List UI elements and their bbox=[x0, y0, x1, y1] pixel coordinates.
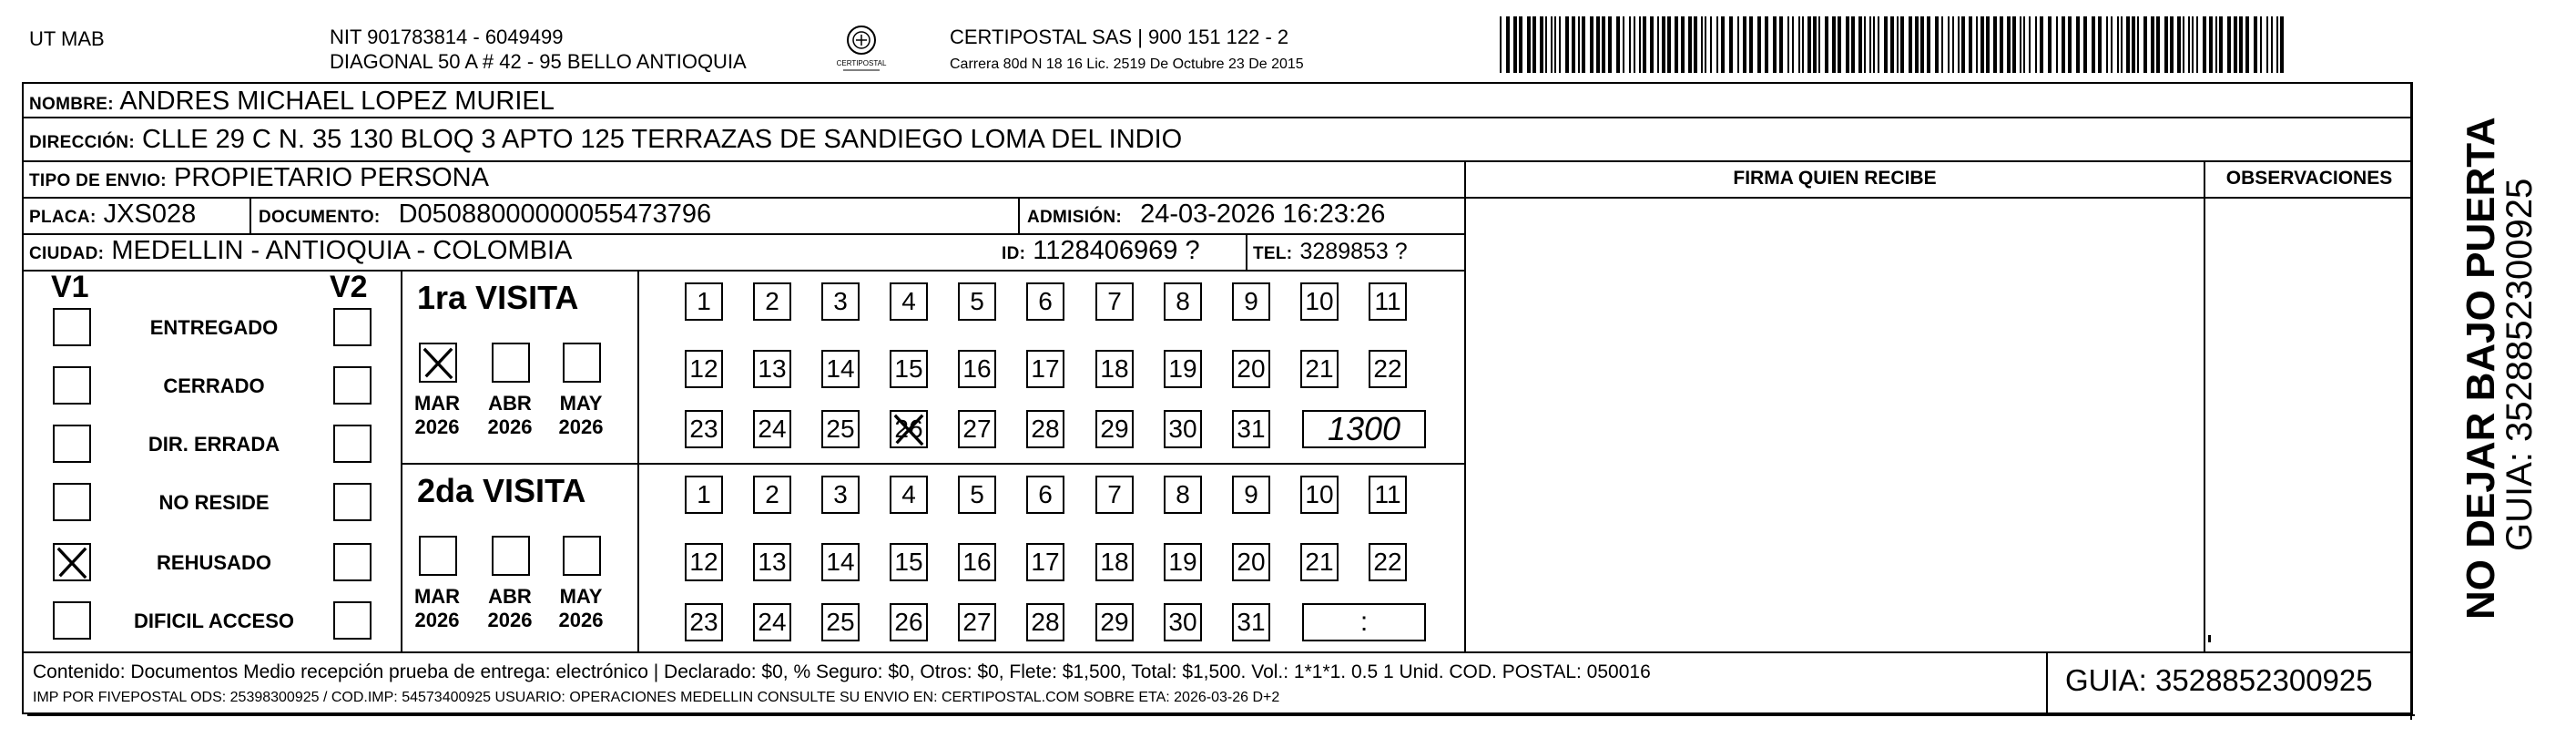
status-v1-checkbox[interactable] bbox=[53, 366, 91, 405]
month-checkbox[interactable] bbox=[563, 536, 601, 576]
day-box[interactable]: 3 bbox=[821, 282, 860, 321]
day-box[interactable]: 17 bbox=[1026, 543, 1064, 581]
footer-guia: GUIA: 3528852300925 bbox=[2065, 663, 2373, 697]
status-v2-checkbox[interactable] bbox=[333, 543, 372, 581]
status-label: ENTREGADO bbox=[149, 316, 279, 339]
month-label: MAR 2026 bbox=[413, 585, 461, 631]
nombre-field bbox=[29, 86, 555, 120]
status-v1-checkbox[interactable] bbox=[53, 483, 91, 521]
ut-label: UT MAB bbox=[29, 27, 105, 50]
status-v2-checkbox[interactable] bbox=[333, 308, 372, 346]
day-box[interactable]: 4 bbox=[890, 476, 928, 514]
day-box[interactable]: 10 bbox=[1300, 476, 1339, 514]
visit-time-box[interactable]: : bbox=[1302, 603, 1426, 641]
tipo-envio-field bbox=[29, 162, 489, 197]
day-box[interactable]: 25 bbox=[821, 410, 860, 448]
day-box[interactable]: 2 bbox=[753, 476, 791, 514]
day-box[interactable]: 2 bbox=[753, 282, 791, 321]
day-box[interactable]: 26 bbox=[890, 603, 928, 641]
placa-field bbox=[29, 199, 196, 233]
id-field bbox=[1002, 235, 1200, 270]
month-label: MAR 2026 bbox=[413, 392, 461, 438]
status-label: CERRADO bbox=[163, 374, 265, 397]
v1-header: V1 bbox=[51, 270, 89, 304]
day-box[interactable]: 20 bbox=[1232, 350, 1270, 388]
day-box[interactable]: 1 bbox=[685, 476, 723, 514]
visit-time-box[interactable]: 1300 bbox=[1302, 410, 1426, 448]
day-box[interactable]: 8 bbox=[1164, 282, 1202, 321]
status-label: DIR. ERRADA bbox=[148, 433, 280, 456]
admision-label: ADMISIÓN: bbox=[1027, 208, 1123, 227]
observaciones-mark bbox=[2208, 635, 2211, 642]
day-box[interactable]: 7 bbox=[1095, 476, 1134, 514]
month-label: ABR 2026 bbox=[487, 585, 533, 631]
placa-value: JXS028 bbox=[103, 200, 197, 229]
status-label: REHUSADO bbox=[157, 551, 271, 574]
day-box[interactable]: 11 bbox=[1369, 282, 1407, 321]
day-box[interactable]: 14 bbox=[821, 543, 860, 581]
id-label: ID: bbox=[1002, 244, 1026, 263]
company-license: Carrera 80d N 18 16 Lic. 2519 De Octubre 23 De 2015 bbox=[950, 56, 1304, 72]
day-box[interactable]: 14 bbox=[821, 350, 860, 388]
month-checkbox[interactable] bbox=[419, 343, 457, 383]
day-box[interactable]: 5 bbox=[958, 476, 996, 514]
month-label: ABR 2026 bbox=[487, 392, 533, 438]
status-v1-checkbox[interactable] bbox=[53, 308, 91, 346]
status-v1-checkbox[interactable] bbox=[53, 543, 91, 581]
day-box[interactable]: 6 bbox=[1026, 476, 1064, 514]
day-box[interactable]: 30 bbox=[1164, 410, 1202, 448]
nit: NIT 901783814 - 6049499 bbox=[330, 26, 564, 48]
day-box[interactable]: 4 bbox=[890, 282, 928, 321]
day-box[interactable]: 13 bbox=[753, 543, 791, 581]
direccion-field bbox=[29, 124, 1182, 159]
tipo-envio-value: PROPIETARIO PERSONA bbox=[174, 163, 489, 192]
month-checkbox[interactable] bbox=[419, 536, 457, 576]
status-v2-checkbox[interactable] bbox=[333, 601, 372, 640]
day-box[interactable]: 26 bbox=[890, 410, 928, 448]
day-box[interactable]: 28 bbox=[1026, 603, 1064, 641]
direccion-value: CLLE 29 C N. 35 130 BLOQ 3 APTO 125 TERRAZAS DE SANDIEGO LOMA DEL INDIO bbox=[142, 125, 1183, 154]
visit-title: 1ra VISITA bbox=[417, 279, 579, 316]
day-box[interactable]: 23 bbox=[685, 410, 723, 448]
observaciones-header: OBSERVACIONES bbox=[2225, 168, 2393, 189]
day-box[interactable]: 10 bbox=[1300, 282, 1339, 321]
day-box[interactable]: 7 bbox=[1095, 282, 1134, 321]
status-label: NO RESIDE bbox=[158, 491, 270, 514]
status-v1-checkbox[interactable] bbox=[53, 425, 91, 463]
v2-header: V2 bbox=[330, 270, 368, 304]
day-box[interactable]: 15 bbox=[890, 543, 928, 581]
day-box[interactable]: 30 bbox=[1164, 603, 1202, 641]
day-box[interactable]: 19 bbox=[1164, 543, 1202, 581]
day-box[interactable]: 9 bbox=[1232, 476, 1270, 514]
company-name: CERTIPOSTAL SAS | 900 151 122 - 2 bbox=[950, 26, 1289, 48]
status-v1-checkbox[interactable] bbox=[53, 601, 91, 640]
status-v2-checkbox[interactable] bbox=[333, 366, 372, 405]
nombre-value: ANDRES MICHAEL LOPEZ MURIEL bbox=[119, 87, 555, 116]
side-guia: GUIA: 3528852300925 bbox=[2500, 178, 2540, 551]
day-box[interactable]: 6 bbox=[1026, 282, 1064, 321]
day-box[interactable]: 17 bbox=[1026, 350, 1064, 388]
day-box[interactable]: 12 bbox=[685, 543, 723, 581]
tel-label: TEL: bbox=[1253, 244, 1293, 263]
day-box[interactable]: 23 bbox=[685, 603, 723, 641]
month-label: MAY 2026 bbox=[558, 392, 604, 438]
day-box[interactable]: 22 bbox=[1369, 350, 1407, 388]
admision-field bbox=[1027, 199, 1385, 233]
day-box[interactable]: 25 bbox=[821, 603, 860, 641]
svg-text:CERTIPOSTAL: CERTIPOSTAL bbox=[836, 59, 887, 67]
month-label: MAY 2026 bbox=[558, 585, 604, 631]
documento-field bbox=[259, 199, 711, 233]
status-label: DIFICIL ACCESO bbox=[133, 610, 294, 632]
day-box[interactable]: 11 bbox=[1369, 476, 1407, 514]
day-box[interactable]: 16 bbox=[958, 350, 996, 388]
day-box[interactable]: 8 bbox=[1164, 476, 1202, 514]
day-box[interactable]: 20 bbox=[1232, 543, 1270, 581]
day-box[interactable]: 27 bbox=[958, 603, 996, 641]
day-box[interactable]: 22 bbox=[1369, 543, 1407, 581]
id-value: 1128406969 ? bbox=[1033, 236, 1200, 265]
month-checkbox[interactable] bbox=[492, 536, 530, 576]
tel-field bbox=[1253, 235, 1408, 270]
day-box[interactable]: 31 bbox=[1232, 603, 1270, 641]
day-box[interactable]: 28 bbox=[1026, 410, 1064, 448]
day-box[interactable]: 1 bbox=[685, 282, 723, 321]
ciudad-field bbox=[29, 235, 572, 270]
day-box[interactable]: 24 bbox=[753, 410, 791, 448]
direccion-label: DIRECCIÓN: bbox=[29, 133, 135, 152]
ciudad-label: CIUDAD: bbox=[29, 244, 105, 263]
day-box[interactable]: 31 bbox=[1232, 410, 1270, 448]
day-box[interactable]: 9 bbox=[1232, 282, 1270, 321]
placa-label: PLACA: bbox=[29, 208, 97, 227]
day-box[interactable]: 15 bbox=[890, 350, 928, 388]
day-box[interactable]: 21 bbox=[1300, 543, 1339, 581]
month-checkbox[interactable] bbox=[563, 343, 601, 383]
day-box[interactable]: 21 bbox=[1300, 350, 1339, 388]
visit-title: 2da VISITA bbox=[417, 472, 586, 509]
day-box[interactable]: 5 bbox=[958, 282, 996, 321]
nombre-label: NOMBRE: bbox=[29, 95, 114, 114]
ciudad-value: MEDELLIN - ANTIOQUIA - COLOMBIA bbox=[111, 236, 573, 265]
day-box[interactable]: 27 bbox=[958, 410, 996, 448]
day-box[interactable]: 16 bbox=[958, 543, 996, 581]
day-box[interactable]: 18 bbox=[1095, 350, 1134, 388]
day-box[interactable]: 29 bbox=[1095, 410, 1134, 448]
day-box[interactable]: 29 bbox=[1095, 603, 1134, 641]
status-v2-checkbox[interactable] bbox=[333, 425, 372, 463]
sender-address: DIAGONAL 50 A # 42 - 95 BELLO ANTIOQUIA bbox=[330, 50, 747, 73]
tel-value: 3289853 ? bbox=[1299, 239, 1408, 264]
status-v2-checkbox[interactable] bbox=[333, 483, 372, 521]
day-box[interactable]: 12 bbox=[685, 350, 723, 388]
day-box[interactable]: 13 bbox=[753, 350, 791, 388]
admision-value: 24-03-2026 16:23:26 bbox=[1140, 200, 1386, 229]
certipostal-logo bbox=[836, 22, 887, 75]
footer-content: Contenido: Documentos Medio recepción prueba de entrega: electrónico | Declarado: $0, % Seguro: $0, Otros: $0, Flete: $1,500, Total: $1,500. Vol.: 1*1*1. 0.5 1 Unid. COD. POSTAL: 050016 bbox=[33, 661, 1651, 682]
documento-value: D05088000000055473796 bbox=[398, 200, 712, 229]
documento-label: DOCUMENTO: bbox=[259, 208, 381, 227]
tipo-envio-label: TIPO DE ENVIO: bbox=[29, 171, 167, 190]
day-box[interactable]: 18 bbox=[1095, 543, 1134, 581]
firma-header: FIRMA QUIEN RECIBE bbox=[1733, 168, 1937, 189]
day-box[interactable]: 3 bbox=[821, 476, 860, 514]
footer-print-info: IMP POR FIVEPOSTAL ODS: 25398300925 / COD.IMP: 54573400925 USUARIO: OPERACIONES MEDELLIN CONSULTE SU ENVIO EN: CERTIPOSTAL.COM SOBRE ETA: 2026-03-26 D+2 bbox=[33, 690, 1280, 705]
barcode bbox=[1498, 16, 2286, 73]
no-dejar-bajo-puerta: NO DEJAR BAJO PUERTA bbox=[2459, 117, 2503, 620]
month-checkbox[interactable] bbox=[492, 343, 530, 383]
day-box[interactable]: 24 bbox=[753, 603, 791, 641]
day-box[interactable]: 19 bbox=[1164, 350, 1202, 388]
